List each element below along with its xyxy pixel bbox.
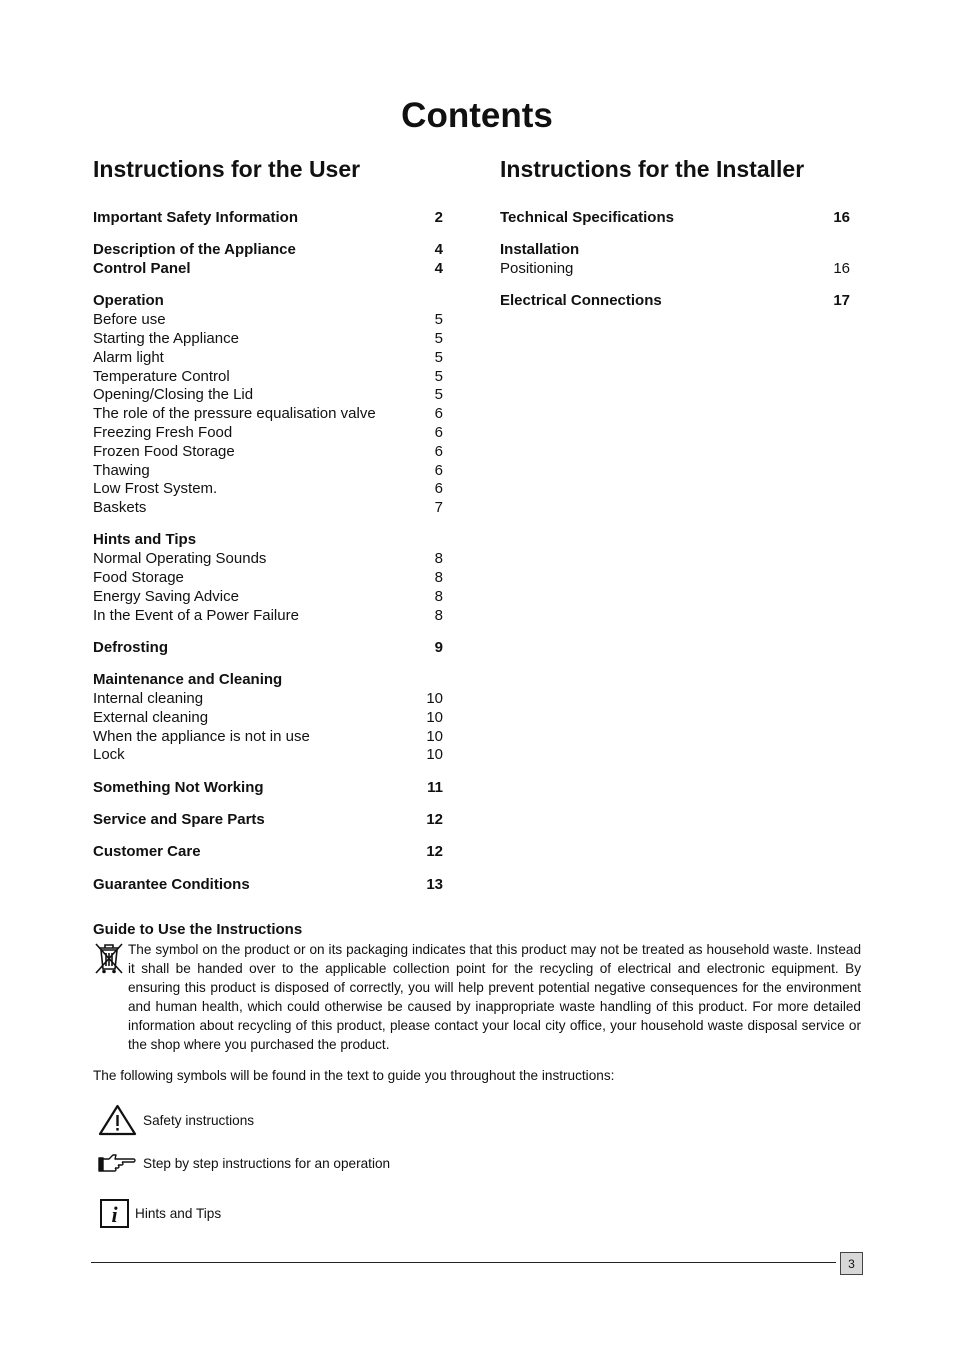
toc-label: When the appliance is not in use [93,727,310,745]
warning-triangle-icon [98,1104,137,1136]
toc-page-number: 6 [434,461,443,479]
toc-entry-row [93,330,443,349]
toc-page-number: 8 [434,606,443,624]
toc-label: Opening/Closing the Lid [93,386,254,404]
toc-label: Frozen Food Storage [93,442,235,460]
toc-heading-row [500,292,850,311]
toc-label: Freezing Fresh Food [93,423,233,441]
toc-page-number: 7 [434,499,443,517]
toc-heading-row [93,639,443,658]
toc-page-number: 5 [434,311,443,329]
toc-label: Guarantee Conditions [93,875,250,893]
toc-page-number: 5 [434,348,443,366]
symbol-hints [100,1199,221,1228]
page-number: 3 [840,1252,863,1275]
info-icon [100,1199,129,1228]
toc-page-number: 17 [833,292,850,310]
toc-entry-row [93,728,443,747]
toc-group [93,843,443,862]
toc-label: Baskets [93,499,147,517]
toc-page-number: 9 [434,638,443,656]
toc-label: Something Not Working [93,778,264,796]
user-instructions-column [93,155,443,908]
toc-group [93,531,443,625]
toc-heading-row [93,843,443,862]
toc-heading-row [93,241,443,260]
toc-group [93,671,443,765]
toc-group [93,811,443,830]
toc-page-number: 8 [434,569,443,587]
toc-entry-row [93,462,443,481]
toc-label: Operation [93,292,164,310]
toc-label: Description of the Appliance [93,241,296,259]
toc-page-number: 8 [434,587,443,605]
toc-label: Installation [500,241,580,259]
toc-page-number: 11 [427,778,443,796]
toc-label: Starting the Appliance [93,329,239,347]
weee-disposal-text: The symbol on the product or on its packaging indicates that this product may not be treated as household waste. Instead it shall be handed over to the applicable collection point for the recycling of electrical and electronic equipment. By ensuring this product is disposed of correctly, you will help prevent potential negative consequences for the environment and human health, which could otherwise be caused by inappropriate waste handling of this product. For more detailed information about recycling of this product, please contact your local city office, your household waste disposal service or the shop where you purchased the product. [128,942,861,1052]
toc-entry-row [93,569,443,588]
symbol-label: Hints and Tips [135,1206,222,1221]
toc-page-number: 12 [426,843,443,861]
toc-label: Control Panel [93,260,191,278]
pointing-hand-icon [98,1152,137,1174]
toc-page-number: 10 [426,746,443,764]
toc-entry-row [93,424,443,443]
toc-heading-row [93,209,443,228]
toc-entry-row [93,349,443,368]
guide-section [93,921,861,1054]
symbol-safety [98,1104,254,1136]
toc-heading-row [93,531,443,550]
toc-entry-row [93,443,443,462]
user-heading: Instructions for the User [93,156,361,182]
toc-heading-row [93,260,443,279]
toc-label: Internal cleaning [93,690,204,708]
toc-entry-row [93,499,443,518]
toc-group [93,639,443,658]
toc-group [93,209,443,228]
toc-label: Normal Operating Sounds [93,550,267,568]
toc-page-number: 10 [426,708,443,726]
toc-entry-row [500,260,850,279]
guide-heading: Guide to Use the Instructions [93,921,303,938]
symbol-label: Safety instructions [143,1112,255,1128]
toc-page-number: 2 [434,209,443,226]
toc-page-number: 12 [426,811,443,829]
svg-text:i: i [111,1202,118,1227]
toc-entry-row [93,386,443,405]
toc-entry-row [93,311,443,330]
toc-label: Alarm light [93,348,164,366]
toc-heading-row [93,811,443,830]
toc-label: Thawing [93,461,150,479]
toc-page-number: 5 [434,329,443,347]
toc-page-number: 10 [426,690,443,708]
toc-page-number: 6 [434,480,443,498]
toc-label: Important Safety Information [93,209,299,226]
installer-heading: Instructions for the Installer [500,156,805,182]
toc-group [93,779,443,798]
toc-label: Low Frost System. [93,480,218,498]
toc-group [93,292,443,518]
toc-label: Lock [93,746,125,764]
toc-entry-row [93,709,443,728]
toc-label: Before use [93,311,166,329]
toc-group [500,292,850,311]
toc-group [93,241,443,279]
toc-page-number: 8 [434,550,443,568]
installer-toc [500,209,850,311]
toc-label: Technical Specifications [500,209,674,226]
toc-label: External cleaning [93,708,209,726]
toc-heading-row [93,779,443,798]
toc-label: Food Storage [93,569,184,587]
user-toc [93,209,443,894]
installer-instructions-column [500,155,850,325]
crossed-bin-icon [93,941,125,975]
toc-entry-row [93,550,443,569]
toc-heading-row [93,671,443,690]
toc-label: Temperature Control [93,367,230,385]
toc-page-number: 4 [434,260,443,278]
toc-page-number: 6 [434,423,443,441]
toc-page-number: 5 [434,386,443,404]
toc-page-number: 6 [434,405,443,423]
toc-group [500,209,850,228]
symbol-step-by-step [98,1152,390,1174]
toc-heading-row [93,292,443,311]
toc-entry-row [93,588,443,607]
toc-entry-row [93,405,443,424]
toc-label: Defrosting [93,638,168,656]
toc-page-number: 16 [833,209,850,226]
toc-heading-row [500,209,850,228]
toc-page-number: 4 [434,241,443,259]
symbols-intro: The following symbols will be found in the text to guide you throughout the instructions: [93,1068,615,1083]
toc-heading-row [93,876,443,895]
toc-label: Maintenance and Cleaning [93,671,283,689]
toc-page-number: 6 [434,442,443,460]
toc-group [500,241,850,279]
toc-label: Hints and Tips [93,531,197,549]
toc-label: Energy Saving Advice [93,587,239,605]
toc-heading-row [500,241,850,260]
toc-label: Positioning [500,260,574,278]
toc-page-number: 13 [426,875,443,893]
toc-label: The role of the pressure equalisation valve [93,405,376,423]
toc-group [93,876,443,895]
toc-entry-row [93,690,443,709]
toc-page-number: 10 [426,727,443,745]
toc-page-number: 16 [833,260,850,278]
symbol-label: Step by step instructions for an operation [143,1155,391,1171]
toc-entry-row [93,480,443,499]
toc-label: Customer Care [93,843,201,861]
toc-label: Electrical Connections [500,292,662,310]
page-title: Contents [401,96,553,135]
toc-entry-row [93,607,443,626]
toc-label: Service and Spare Parts [93,811,265,829]
toc-entry-row [93,368,443,387]
footer-rule [91,1262,836,1263]
toc-label: In the Event of a Power Failure [93,606,299,624]
toc-page-number: 5 [434,367,443,385]
toc-entry-row [93,746,443,765]
